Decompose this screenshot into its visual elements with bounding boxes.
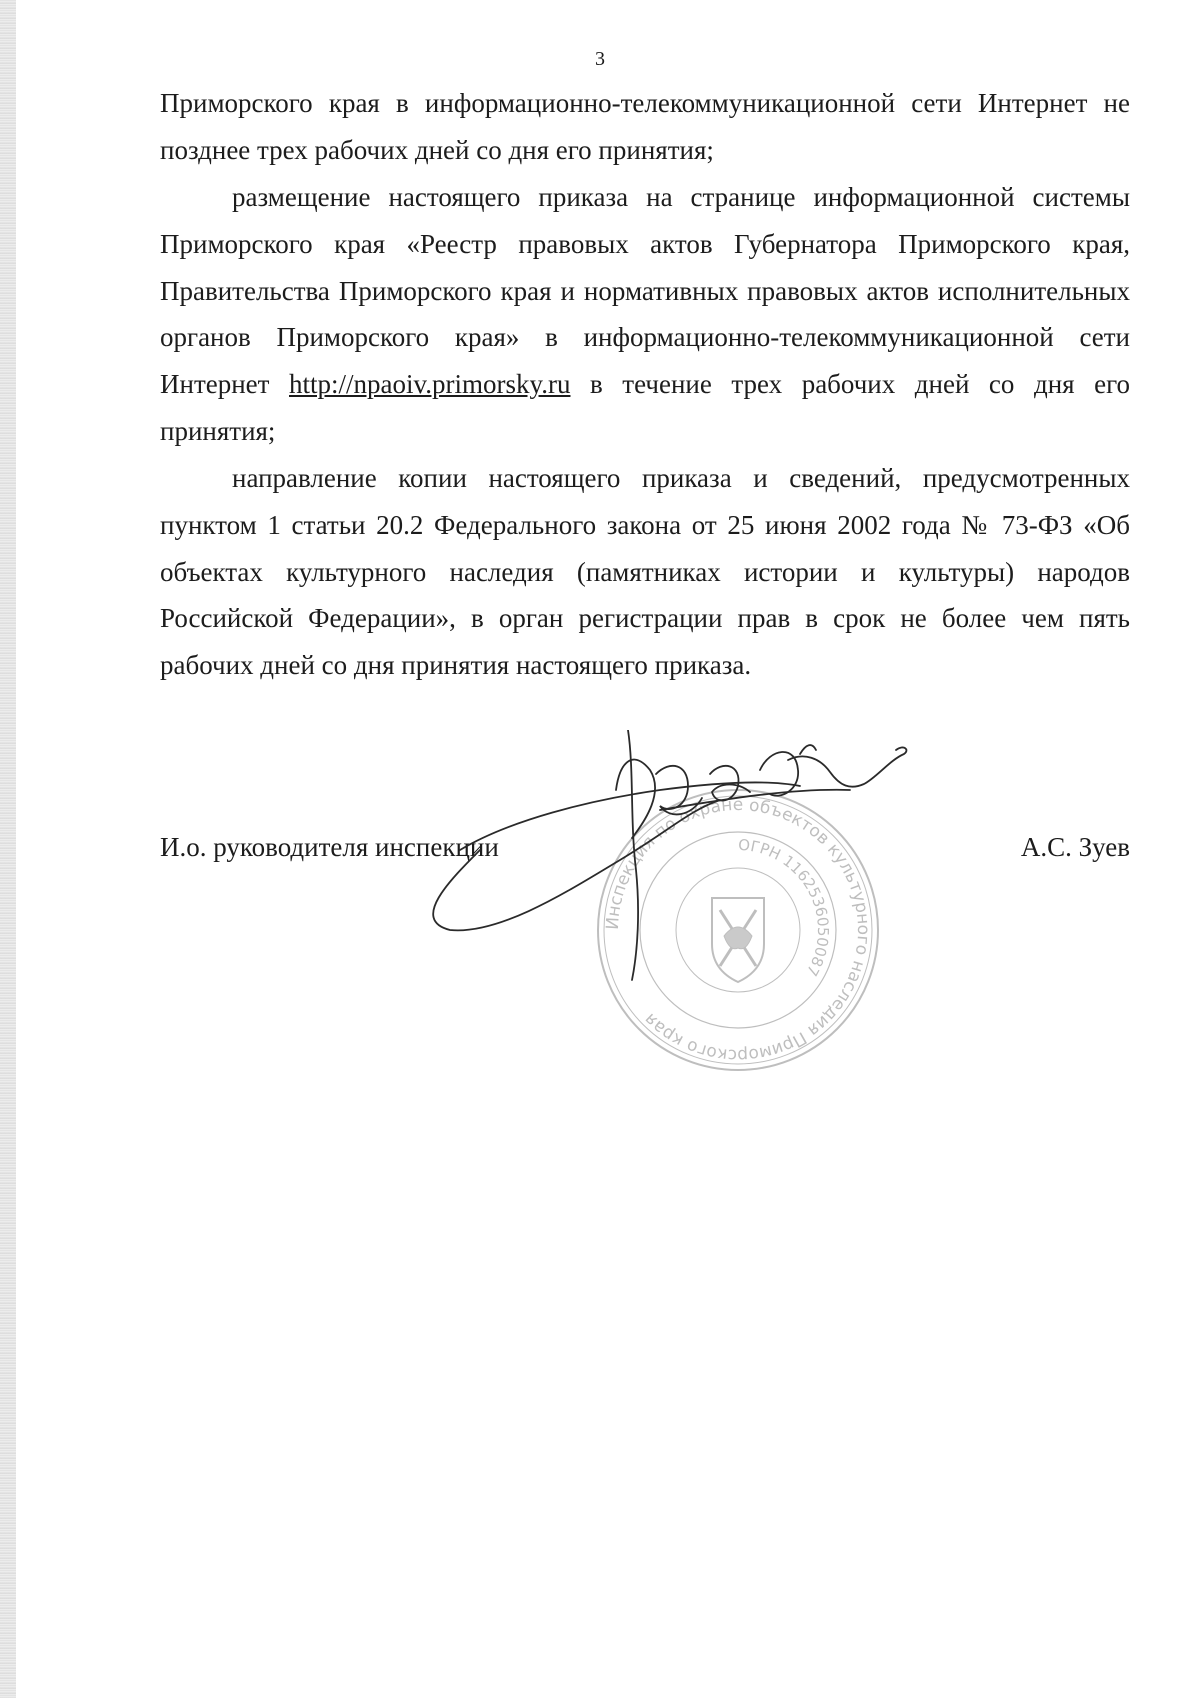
signatory-name: А.С. Зуев xyxy=(1020,832,1130,862)
paragraph-registry-block xyxy=(160,174,1130,455)
page-number: 3 xyxy=(595,48,605,70)
seal-and-signature xyxy=(420,730,960,1090)
registry-link[interactable]: http://npaoiv.primorsky.ru xyxy=(289,369,571,400)
paragraph-publication-portal: Приморского края в информационно-телекоммуникационной сети Интернет не позднее трех рабочих дней со дня его принятия; xyxy=(160,88,1130,165)
scan-edge-artifact xyxy=(0,0,16,1698)
continued-paragraph xyxy=(160,80,1130,174)
official-seal xyxy=(598,790,878,1070)
paragraph-registry xyxy=(160,174,1130,455)
paragraph-registry-text: размещение настоящего приказа на странице информационной системы Приморского края «Реестр правовых актов Губернатора Приморского края, Правительства Приморского края и нормативных правовых актов исполнительных органов Приморского края» в информационно-телекоммуникационной сети Интернет xyxy=(160,182,1130,400)
signatory-position: И.о. руководителя инспекции xyxy=(160,832,499,862)
coat-of-arms-icon xyxy=(712,898,764,982)
seal-outer-text: Инспекция по охране объектов культурного наследия Приморского края xyxy=(602,794,874,1066)
paragraph-copy-block xyxy=(160,455,1130,689)
seal-ogrn-text: ОГРН 1162536050087 xyxy=(737,835,833,980)
paragraph-registry-tail: в течение трех рабочих дней со дня его принятия; xyxy=(160,369,1130,446)
paragraph-copy-direction: направление копии настоящего приказа и сведений, предусмотренных пунктом 1 статьи 20.2 Федерального закона от 25 июня 2002 года № 73-ФЗ «Об объектах культурного наследия (памятниках истории и культуры) народов Российской Федерации», в орган регистрации прав в срок не более чем пять рабочих дней со дня принятия настоящего приказа. xyxy=(160,463,1130,681)
